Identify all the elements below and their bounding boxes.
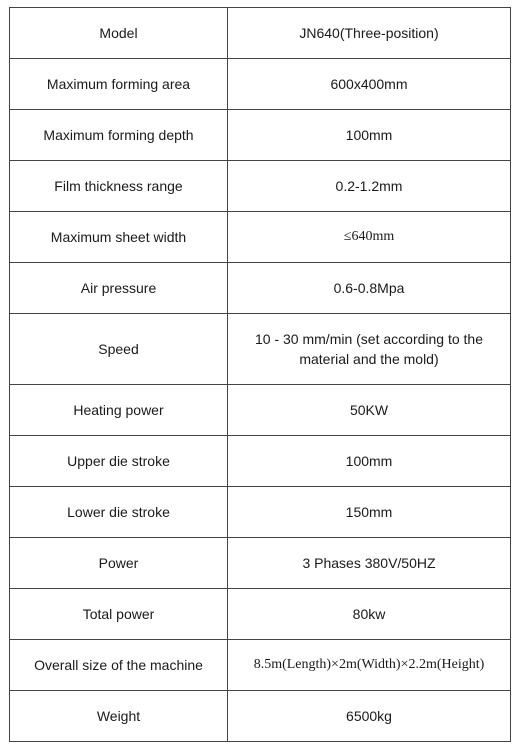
table-row-total-power [10,589,511,640]
sheet-width-label: Maximum sheet width [10,212,228,263]
model-label: Model [10,8,228,59]
power-value: 3 Phases 380V/50HZ [228,538,511,589]
overall-size-label: Overall size of the machine [10,640,228,691]
forming-area-value: 600x400mm [228,59,511,110]
table-row-sheet-width [10,212,511,263]
table-row-forming-depth [10,110,511,161]
forming-area-label: Maximum forming area [10,59,228,110]
table-row-forming-area [10,59,511,110]
speed-value: 10 - 30 mm/min (set according to the material and the mold) [228,314,511,385]
total-power-value: 80kw [228,589,511,640]
upper-die-stroke-value: 100mm [228,436,511,487]
sheet-width-value: ≤640mm [228,212,511,263]
film-thickness-value: 0.2-1.2mm [228,161,511,212]
film-thickness-label: Film thickness range [10,161,228,212]
weight-value: 6500kg [228,691,511,742]
lower-die-stroke-label: Lower die stroke [10,487,228,538]
speed-label: Speed [10,314,228,385]
table-row-film-thickness [10,161,511,212]
overall-size-value: 8.5m(Length)×2m(Width)×2.2m(Height) [228,640,511,691]
table-row-air-pressure [10,263,511,314]
table-row-power [10,538,511,589]
upper-die-stroke-label: Upper die stroke [10,436,228,487]
heating-power-label: Heating power [10,385,228,436]
table-row-upper-die-stroke [10,436,511,487]
total-power-label: Total power [10,589,228,640]
table-row-lower-die-stroke [10,487,511,538]
weight-label: Weight [10,691,228,742]
table-row-model [10,8,511,59]
forming-depth-label: Maximum forming depth [10,110,228,161]
table-row-overall-size [10,640,511,691]
spec-table [9,7,511,742]
air-pressure-label: Air pressure [10,263,228,314]
table-row-weight [10,691,511,742]
heating-power-value: 50KW [228,385,511,436]
power-label: Power [10,538,228,589]
lower-die-stroke-value: 150mm [228,487,511,538]
table-row-speed [10,314,511,385]
table-row-heating-power [10,385,511,436]
forming-depth-value: 100mm [228,110,511,161]
air-pressure-value: 0.6-0.8Mpa [228,263,511,314]
model-value: JN640(Three-position) [228,8,511,59]
